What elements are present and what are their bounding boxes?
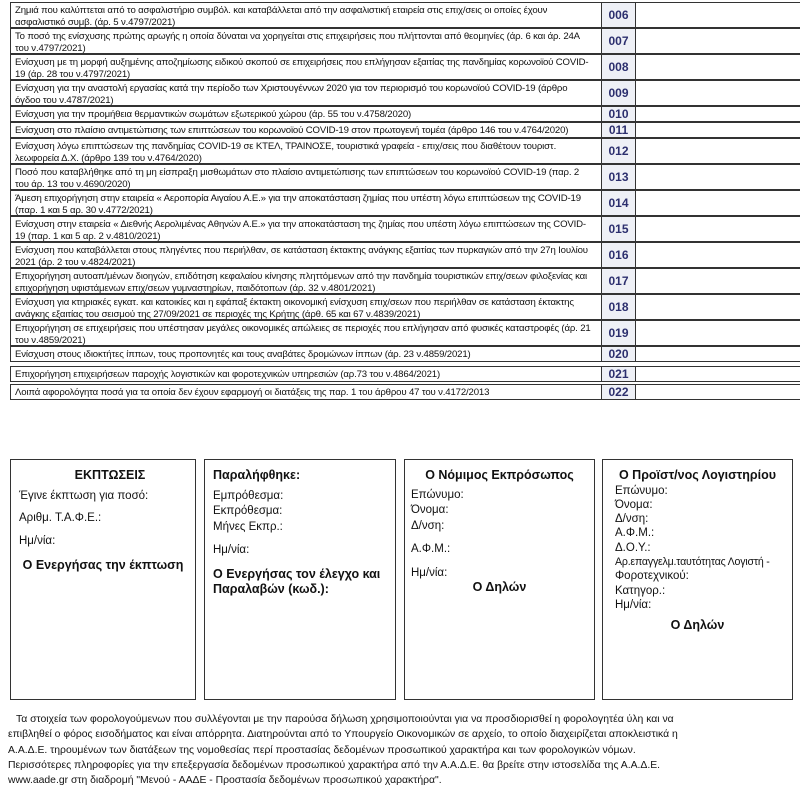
income-row [10,320,800,346]
tafe-number-label: Αριθμ. Τ.Α.Φ.Ε.: [19,512,102,524]
rep-afm-label: Α.Φ.Μ.: [411,543,451,555]
rep-date-label: Ημ/νία: [411,566,448,579]
row-description: Λοιπά αφορολόγητα ποσά για τα οποία δεν έχουν εφαρμογή οι διατάξεις της παρ. 1 του άρθρου 47 του ν.4172/2013 [15,387,490,398]
income-row [10,106,800,122]
acc-declarant-label: Ο Δηλών [670,618,725,633]
row-description: Ενίσχυση που καταβάλλεται στους πληγέντες που περιήλθαν, σε κατάσταση έκτακτης ανάγκης εξαιτίας των πυρκαγιών από την 27η Ιουλίου 2021 (άρ. 2 του ν.4824/2021) [15,245,588,267]
control-officer-label: Ο Ενεργήσας τον έλεγχο και [213,566,381,581]
income-row [10,294,800,320]
income-row [10,242,800,268]
income-row [10,346,800,362]
rep-surname-label: Επώνυμο: [411,488,464,501]
row-amount-field[interactable] [636,217,800,241]
row-description: Επιχορήγηση σε επιχειρήσεις που υπέστησαν μεγάλες οικονομικές απώλειες σε περιοχές που επλήγησαν από φυσικές καταστροφές (άρ. 21 του ν.4859/2021) [15,323,591,345]
row-amount-field[interactable] [636,243,800,267]
row-description: Ενίσχυση με τη μορφή αυξημένης αποζημίωσης ειδικού σκοπού σε επιχειρήσεις που επλήγησαν εξαιτίας της πανδημίας κορωνοϊού COVID-19 (άρ. 28 του ν.4797/2021) [15,57,589,79]
chief-accountant-title: Ο Προϊστ/νος Λογιστηρίου [618,468,777,482]
row-amount-field[interactable] [636,191,800,215]
receiver-code-label: Παραλαβών (κωδ.): [213,582,329,596]
row-description: Ενίσχυση λόγω επιπτώσεων της πανδημίας COVID-19 σε ΚΤΕΛ, ΤΡΑΙΝΟΣΕ, τουριστικά γραφεία - επιχ/σεις που διαθέτουν τουριστ. λεωφορεία Δ.Χ. (άρθρο 139 του ν.4764/2020) [15,141,557,163]
legal-representative-title: Ο Νόμιμος Εκπρόσωπος [425,468,574,482]
deduction-amount-label: Έγινε έκπτωση για ποσό: [19,489,149,502]
row-description: Άμεση επιχορήγηση στην εταιρεία « Αεροπορία Αιγαίου Α.Ε.» για την αποκατάσταση ζημίας που υπέστη λόγω επιπτώσεων της COVID-19 (παρ. 1 και 5 αρ. 30 ν.4772/2021) [15,193,581,215]
acc-license-label: Αρ.επαγγελμ.ταυτότητας Λογιστή - [615,555,770,568]
row-description: Επιχορήγηση αυτοαπ/μένων διοηγών, επιδότηση κεφαλαίου κίνησης πληττόμενων από την πανδημία τουριστικών επιχ/σεων φιλοξενίας και επιχορήγηση υφιστάμενων επιχ/σεων γυμναστηρίων, παιδότοπων (άρ. 32 ν.4801/2021) [15,271,587,293]
income-row [10,54,800,80]
income-row [10,268,800,294]
acc-name-label: Όνομα: [615,498,653,511]
privacy-line-1: Τα στοιχεία των φορολογούμενων που συλλέγονται με την παρούσα δήλωση χρησιμοποιούνται για να προσδιορισθεί η φορολογητέα ύλη και να [16,714,674,725]
row-code: 011 [601,123,636,137]
row-code: 007 [601,29,636,53]
income-row [10,138,800,164]
row-code: 006 [601,3,636,27]
income-row [10,122,800,138]
row-amount-field[interactable] [636,3,800,27]
acc-date-label: Ημ/νία: [615,598,652,611]
late-label: Εκπρόθεσμα: [213,505,283,517]
row-amount-field[interactable] [636,107,800,121]
row-amount-field[interactable] [636,165,800,189]
acc-taxtech-label: Φοροτεχνικού: [615,570,689,583]
row-description: Ενίσχυση για κτηριακές εγκατ. και κατοικίες και η εφάπαξ έκτακτη οικονομική ενίσχυση επιχ/σεων που περιήλθαν σε κατάσταση έκτακτης ανάγκης εξαιτίας του σεισμού της 27/09/2021 σε περιοχές της Κρήτης (άρθ. 65 και 67 ν.4839/2021) [15,297,574,319]
row-description: Ενίσχυση για την προμήθεια θερμαντικών σωμάτων εξωτερικού χώρου (άρ. 55 του ν.4758/2020) [15,109,412,120]
row-amount-field[interactable] [636,269,800,293]
acc-address-label: Δ/νση: [615,513,649,526]
row-amount-field[interactable] [636,81,800,105]
income-row [10,28,800,54]
income-row [10,190,800,216]
row-code: 020 [601,347,636,361]
privacy-line-3: Α.Α.Δ.Ε. τηρουμένων των διατάξεων της νομοθεσίας περί προστασίας δεδομένων προσωπικού χαρακτήρα και των φορολογικών νόμων. [8,744,636,756]
privacy-line-2: επιβληθεί ο φόρος εισοδήματος και είναι απόρρητα. Διατηρούνται από το Υπουργείο Οικονομικών σε αρχείο, το οποίο διαχειρίζεται αποκλειστικά η [8,729,678,741]
row-description: Επιχορήγηση επιχειρήσεων παροχής λογιστικών και φοροτεχνικών υπηρεσιών (αρ.73 του ν.4864/2021) [15,369,440,380]
privacy-line-5: www.aade.gr στη διαδρομή "Μενού - ΑΑΔΕ - Προστασία δεδομένων προσωπικού χαρακτήρα". [8,775,442,787]
deductions-box [10,459,196,700]
deductions-title: ΕΚΠΤΩΣΕΙΣ [74,468,146,482]
income-row [10,216,800,242]
row-code: 018 [601,295,636,319]
row-code: 022 [601,385,636,399]
row-description: Ενίσχυση για την αναστολή εργασίας κατά την περίοδο των Χριστουγέννων 2020 για τον περιορισμό του κορωνοϊού COVID-19 (άρθρο όγδοο του ν.4787/2021) [15,83,568,105]
row-code: 014 [601,191,636,215]
row-code: 016 [601,243,636,267]
acc-afm-label: Α.Φ.Μ.: [615,527,655,540]
rep-address-label: Δ/νση: [411,519,445,532]
row-description: Ζημιά που καλύπτεται από το ασφαλιστήριο συμβόλ. και καταβάλλεται από την ασφαλιστική εταιρεία στις επιχ/σεις οι οποίες έχουν ασφαλιστικό συμβ. (άρ. 5 ν.4797/2021) [15,5,548,27]
row-code: 013 [601,165,636,189]
income-row [10,2,800,28]
ontime-label: Εμπρόθεσμα: [213,489,284,502]
received-box [204,459,396,700]
row-amount-field[interactable] [636,295,800,319]
row-code: 012 [601,139,636,163]
income-row [10,80,800,106]
row-amount-field[interactable] [636,139,800,163]
legal-representative-box [404,459,595,700]
chief-accountant-box [602,459,793,700]
privacy-notice [8,712,796,788]
deduction-officer-label: Ο Ενεργήσας την έκπτωση [22,558,184,572]
row-amount-field[interactable] [636,55,800,79]
row-description: Το ποσό της ενίσχυσης πρώτης αρωγής η οποία δύναται να χορηγείται στις επιχειρήσεις που πλήττονται από θεομηνίες (άρ. 6 και άρ. 24Α του ν.4797/2021) [15,31,580,53]
row-code: 008 [601,55,636,79]
income-row [10,384,800,400]
row-amount-field[interactable] [636,367,800,381]
row-description: Ποσό που καταβλήθηκε από τη μη είσπραξη μισθωμάτων στο πλαίσιο αντιμετώπισης των επιπτώσεων του κορωνοϊού COVID-19 (παρ. 2 του άρ. 13 του ν.4690/2020) [15,167,580,189]
row-amount-field[interactable] [636,29,800,53]
late-months-label: Μήνες Εκπρ.: [213,520,283,533]
income-row [10,164,800,190]
received-date-label: Ημ/νία: [213,544,250,556]
rep-declarant-label: Ο Δηλών [472,580,527,594]
deduction-date-label: Ημ/νία: [19,534,56,547]
row-amount-field[interactable] [636,347,800,361]
acc-doy-label: Δ.Ο.Υ.: [615,541,651,554]
income-codes-table [10,2,800,401]
row-description: Ενίσχυση στο πλαίσιο αντιμετώπισης των επιπτώσεων του κορωνοϊού COVID-19 στον πρωτογενή τομέα (άρθρο 146 του ν.4764/2020) [15,125,569,136]
row-description: Ενίσχυση στην εταιρεία « Διεθνής Αερολιμένας Αθηνών Α.Ε.» για την αποκατάσταση της ζημίας που υπέστη λόγω επιπτώσεων της COVID-19 (παρ. 1 και 5 αρ. 2 ν.4810/2021) [15,219,586,241]
row-amount-field[interactable] [636,123,800,137]
row-code: 010 [601,107,636,121]
row-description: Ενίσχυση στους ιδιοκτήτες ίππων, τους προπονητές και τους αναβάτες δρομώνων ίππων (άρ. 23 ν.4859/2021) [15,349,471,360]
privacy-line-4: Περισσότερες πληροφορίες για την επεξεργασία δεδομένων προσωπικού χαρακτήρα από την Α.Α.Δ.Ε. θα βρείτε στην ιστοσελίδα της Α.Α.Δ.Ε. [8,759,661,771]
row-code: 009 [601,81,636,105]
income-row [10,366,800,382]
row-code: 015 [601,217,636,241]
row-amount-field[interactable] [636,321,800,345]
received-title: Παραλήφθηκε: [213,468,301,482]
rep-name-label: Όνομα: [411,504,449,516]
row-code: 017 [601,269,636,293]
row-code: 019 [601,321,636,345]
acc-surname-label: Επώνυμο: [615,484,668,497]
row-code: 021 [601,367,636,381]
row-amount-field[interactable] [636,385,800,399]
acc-category-label: Κατηγορ.: [615,584,666,597]
